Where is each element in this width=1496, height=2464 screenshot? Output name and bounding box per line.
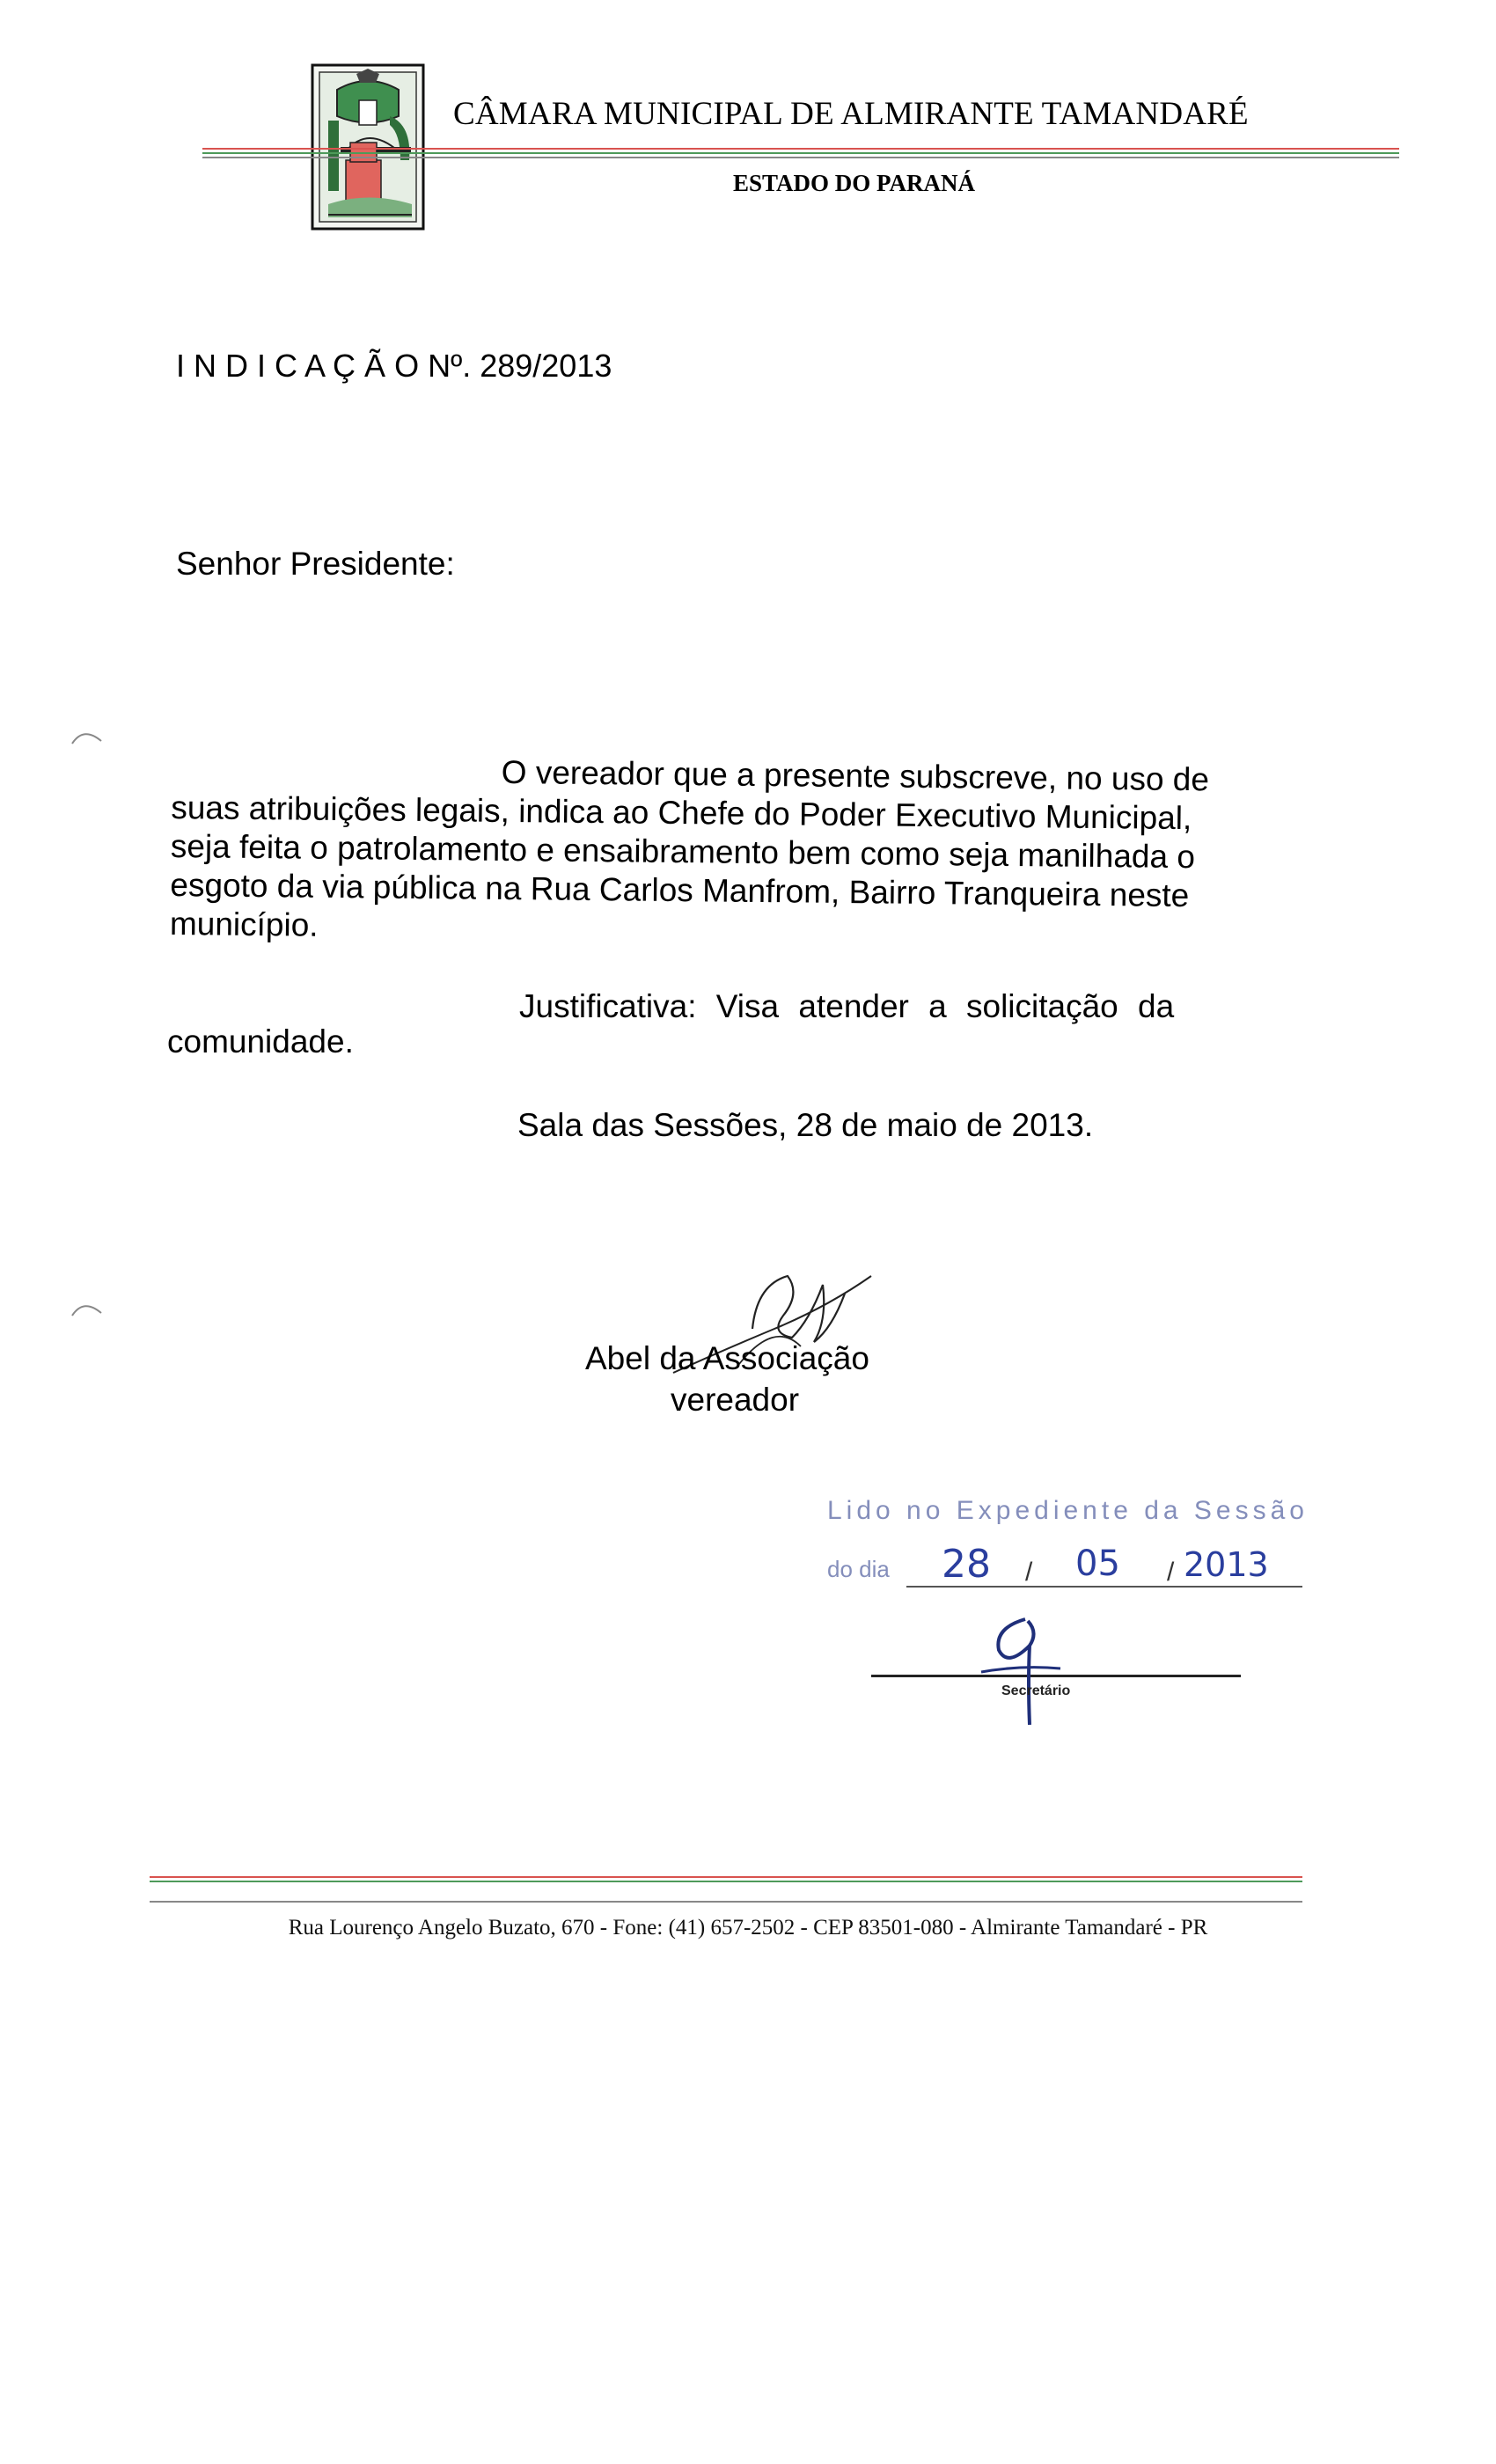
justification-tail: comunidade.: [167, 1023, 354, 1060]
header-rule-gray: [202, 157, 1399, 158]
state-subtitle: ESTADO DO PARANÁ: [733, 170, 976, 196]
footer-rule-gray: [150, 1901, 1302, 1903]
stamp-date-prefix: do dia: [827, 1556, 890, 1582]
punch-hole-mark: [70, 722, 106, 748]
main-paragraph: [170, 752, 1329, 958]
footer-rule-green: [150, 1881, 1302, 1882]
paragraph-line: esgoto da via pública na Rua Carlos Manfrom, Bairro Tranqueira neste: [170, 866, 1190, 914]
paragraph-line: município.: [169, 905, 319, 943]
header-rule-green: [202, 152, 1399, 154]
document-heading: I N D I C A Ç Ã O Nº. 289/2013: [176, 348, 612, 384]
justification-text: Justificativa: Visa atender a solicitação da: [519, 988, 1175, 1024]
paragraph-line: suas atribuições legais, indica ao Chefe do Poder Executivo Municipal,: [171, 788, 1192, 837]
footer-rule-red: [150, 1876, 1302, 1878]
header-rule-red: [202, 148, 1399, 150]
stamp-slash: /: [1167, 1558, 1175, 1587]
paragraph-line: seja feita o patrolamento e ensaibramento bem como seja manilhada o: [170, 827, 1196, 876]
footer-address: Rua Lourenço Angelo Buzato, 670 - Fone: (41) 657-2502 - CEP 83501-080 - Almirante Tamandaré - PR: [288, 1916, 1208, 1940]
stamp-signer-label: Secretário: [1001, 1683, 1071, 1698]
place-and-date: Sala das Sessões, 28 de maio de 2013.: [517, 1107, 1094, 1143]
stamp-year: 2013: [1184, 1545, 1269, 1584]
signer-role: vereador: [671, 1382, 800, 1418]
signer-name: Abel da Associação: [585, 1340, 869, 1376]
punch-hole-mark: [70, 1294, 106, 1320]
municipal-crest-logo: [311, 63, 425, 231]
paragraph-line: O vereador que a presente subscreve, no uso de: [501, 753, 1210, 798]
secretary-initials-signature: [977, 1610, 1065, 1734]
stamp-slash: /: [1025, 1558, 1033, 1587]
stamp-day: 28: [942, 1542, 991, 1587]
stamp-month: 05: [1075, 1544, 1120, 1584]
stamp-read-in-session: Lido no Expediente da Sessão: [827, 1496, 1309, 1525]
institution-title: CÂMARA MUNICIPAL DE ALMIRANTE TAMANDARÉ: [453, 96, 1249, 132]
salutation: Senhor Presidente:: [176, 546, 455, 582]
